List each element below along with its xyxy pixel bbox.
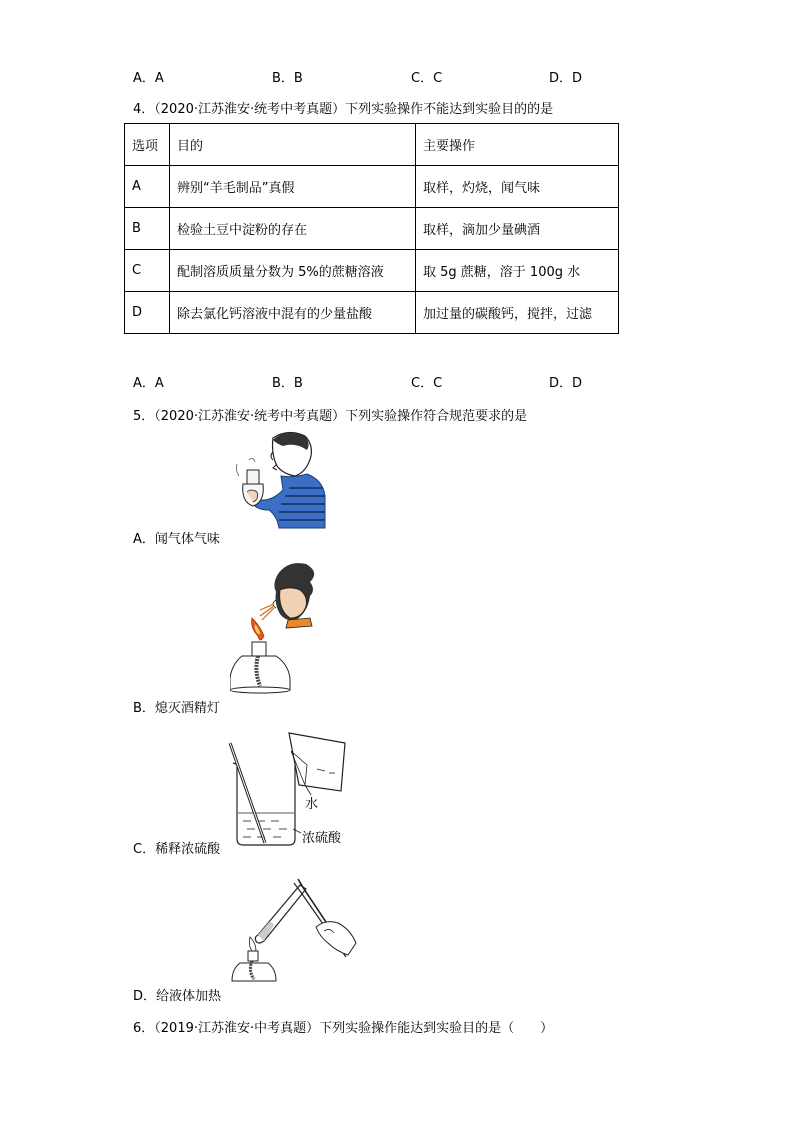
q5-stem: 5．（2020·江苏淮安·统考中考真题）下列实验操作符合规范要求的是 (133, 409, 528, 424)
q4-option-b: B．B (272, 376, 303, 391)
q3-option-d: D．D (549, 71, 583, 86)
table-cell: 加过量的碳酸钙，搅拌，过滤 (416, 292, 619, 334)
table-header-row (125, 124, 619, 166)
table-header-cell: 目的 (170, 124, 416, 166)
table-cell: A (125, 166, 170, 208)
table-cell: 取 5g 蔗糖，溶于 100g 水 (416, 250, 619, 292)
table-cell: B (125, 208, 170, 250)
q3-option-a: A．A (133, 71, 164, 86)
q5-option-b: B．熄灭酒精灯 (133, 701, 220, 716)
table-header-cell: 主要操作 (416, 124, 619, 166)
table-row (125, 292, 619, 334)
table-cell: 检验土豆中淀粉的存在 (170, 208, 416, 250)
q4-table (124, 123, 619, 334)
q4-option-c: C．C (411, 376, 443, 391)
q3-options (133, 67, 653, 87)
heat-liquid-illustration (230, 875, 358, 987)
table-header-cell: 选项 (125, 124, 170, 166)
q4-stem: 4．（2020·江苏淮安·统考中考真题）下列实验操作不能达到实验目的的是 (133, 102, 554, 117)
q5-option-c: C．稀释浓硫酸 (133, 842, 221, 857)
q5-option-d: D．给液体加热 (133, 989, 222, 1004)
table-cell: 辨别“羊毛制品”真假 (170, 166, 416, 208)
table-cell: C (125, 250, 170, 292)
q6-stem: 6．（2019·江苏淮安·中考真题）下列实验操作能达到实验目的是（ ） (133, 1021, 554, 1036)
table-row (125, 166, 619, 208)
smelling-gas-illustration (233, 430, 328, 530)
table-cell: 取样，灼烧，闻气味 (416, 166, 619, 208)
q3-option-c: C．C (411, 71, 443, 86)
acid-label: 浓硫酸 (302, 831, 342, 846)
table-row (125, 250, 619, 292)
water-label: 水 (305, 797, 319, 812)
q5-option-a: A．闻气体气味 (133, 532, 220, 547)
q3-option-b: B．B (272, 71, 303, 86)
table-cell: 配制溶质质量分数为 5%的蔗糖溶液 (170, 250, 416, 292)
extinguish-lamp-illustration (230, 560, 315, 700)
table-cell: 除去氯化钙溶液中混有的少量盐酸 (170, 292, 416, 334)
table-row (125, 208, 619, 250)
q4-option-d: D．D (549, 376, 583, 391)
table-cell: D (125, 292, 170, 334)
q4-option-a: A．A (133, 376, 164, 391)
table-cell: 取样，滴加少量碘酒 (416, 208, 619, 250)
q4-options (133, 372, 653, 392)
